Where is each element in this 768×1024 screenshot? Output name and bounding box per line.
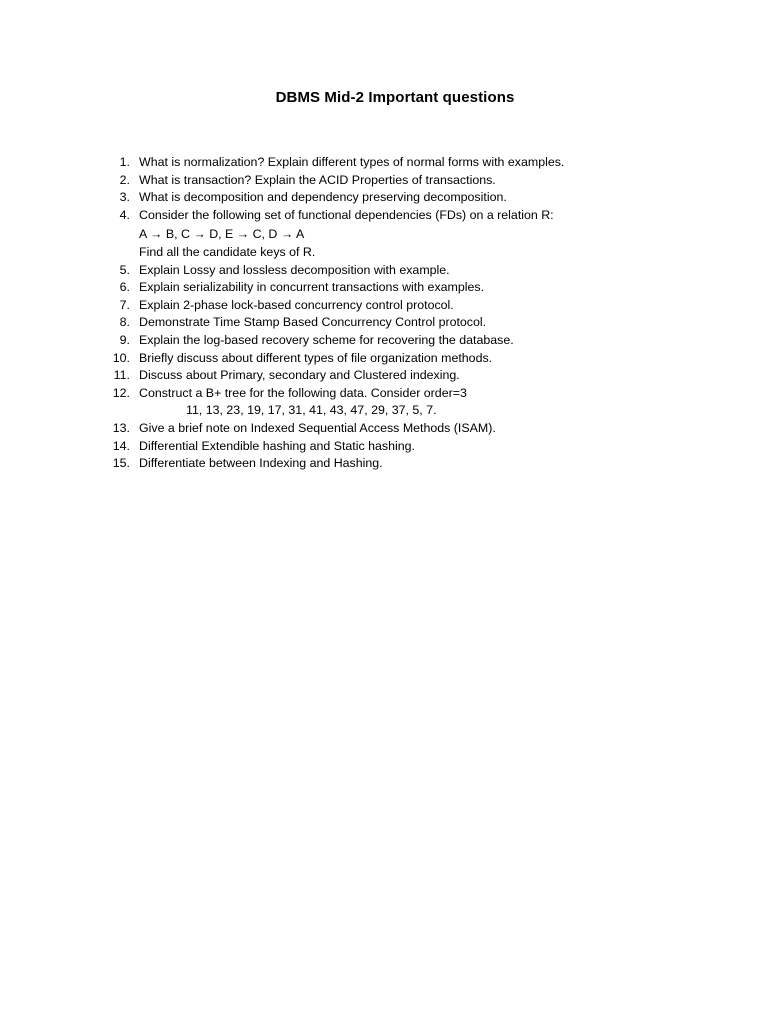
functional-dependencies: A → B, C → D, E → C, D → A bbox=[139, 227, 305, 242]
question-text: Explain the log-based recovery scheme for recovering the database. bbox=[139, 332, 514, 347]
question-text: Explain serializability in concurrent transactions with examples. bbox=[139, 280, 485, 295]
question-item-9 bbox=[112, 332, 672, 350]
question-list bbox=[112, 154, 672, 473]
question-text: Demonstrate Time Stamp Based Concurrency Control protocol. bbox=[139, 315, 487, 330]
b-plus-tree-data: 11, 13, 23, 19, 17, 31, 41, 43, 47, 29, 37, 5, 7. bbox=[186, 403, 437, 418]
question-number: 5 . bbox=[112, 262, 130, 280]
question-text: What is normalization? Explain different types of normal forms with examples. bbox=[139, 155, 565, 169]
question-text: Differentiate between Indexing and Hashing. bbox=[139, 456, 383, 471]
question-text: Give a brief note on Indexed Sequential Access Methods (ISAM). bbox=[139, 420, 496, 435]
question-number: 4 . bbox=[112, 207, 130, 225]
question-number: 15 . bbox=[112, 455, 130, 473]
question-number: 1 . bbox=[112, 154, 130, 172]
question-item-10 bbox=[112, 350, 672, 368]
question-number: 11 . bbox=[112, 367, 130, 385]
question-item-6 bbox=[112, 279, 672, 297]
question-item-15 bbox=[112, 455, 672, 473]
question-number: 9 . bbox=[112, 332, 130, 350]
question-text: Consider the following set of functional dependencies (FDs) on a relation R: bbox=[139, 207, 554, 222]
question-item-4 bbox=[112, 207, 672, 262]
question-number: 7 . bbox=[112, 297, 130, 315]
question-item-13 bbox=[112, 420, 672, 438]
question-item-5 bbox=[112, 262, 672, 280]
question-followup: Find all the candidate keys of R. bbox=[139, 244, 316, 259]
question-item-14 bbox=[112, 438, 672, 456]
question-number: 12 . bbox=[112, 385, 130, 403]
question-text: Explain 2-phase lock-based concurrency control protocol. bbox=[139, 297, 454, 312]
question-number: 3 . bbox=[112, 189, 130, 207]
question-text: Construct a B+ tree for the following data. Consider order=3 bbox=[139, 385, 467, 400]
question-number: 8 . bbox=[112, 314, 130, 332]
question-item-3 bbox=[112, 189, 672, 207]
question-text: What is transaction? Explain the ACID Properties of transactions. bbox=[139, 172, 496, 187]
question-number: 10 . bbox=[112, 350, 130, 368]
question-item-2 bbox=[112, 172, 672, 190]
question-item-8 bbox=[112, 314, 672, 332]
question-text: What is decomposition and dependency preserving decomposition. bbox=[139, 190, 507, 205]
question-number: 2 . bbox=[112, 172, 130, 190]
question-item-1 bbox=[112, 154, 672, 172]
question-number: 14 . bbox=[112, 438, 130, 456]
question-text: Explain Lossy and lossless decomposition with example. bbox=[139, 262, 450, 277]
question-text: Discuss about Primary, secondary and Clustered indexing. bbox=[139, 368, 460, 383]
question-text: Differential Extendible hashing and Static hashing. bbox=[139, 438, 415, 453]
question-item-11 bbox=[112, 367, 672, 385]
question-text: Briefly discuss about different types of file organization methods. bbox=[139, 350, 493, 365]
question-number: 6 . bbox=[112, 279, 130, 297]
question-number: 13 . bbox=[112, 420, 130, 438]
question-item-12 bbox=[112, 385, 672, 420]
page-title: DBMS Mid-2 Important questions bbox=[275, 89, 515, 106]
question-item-7 bbox=[112, 297, 672, 315]
